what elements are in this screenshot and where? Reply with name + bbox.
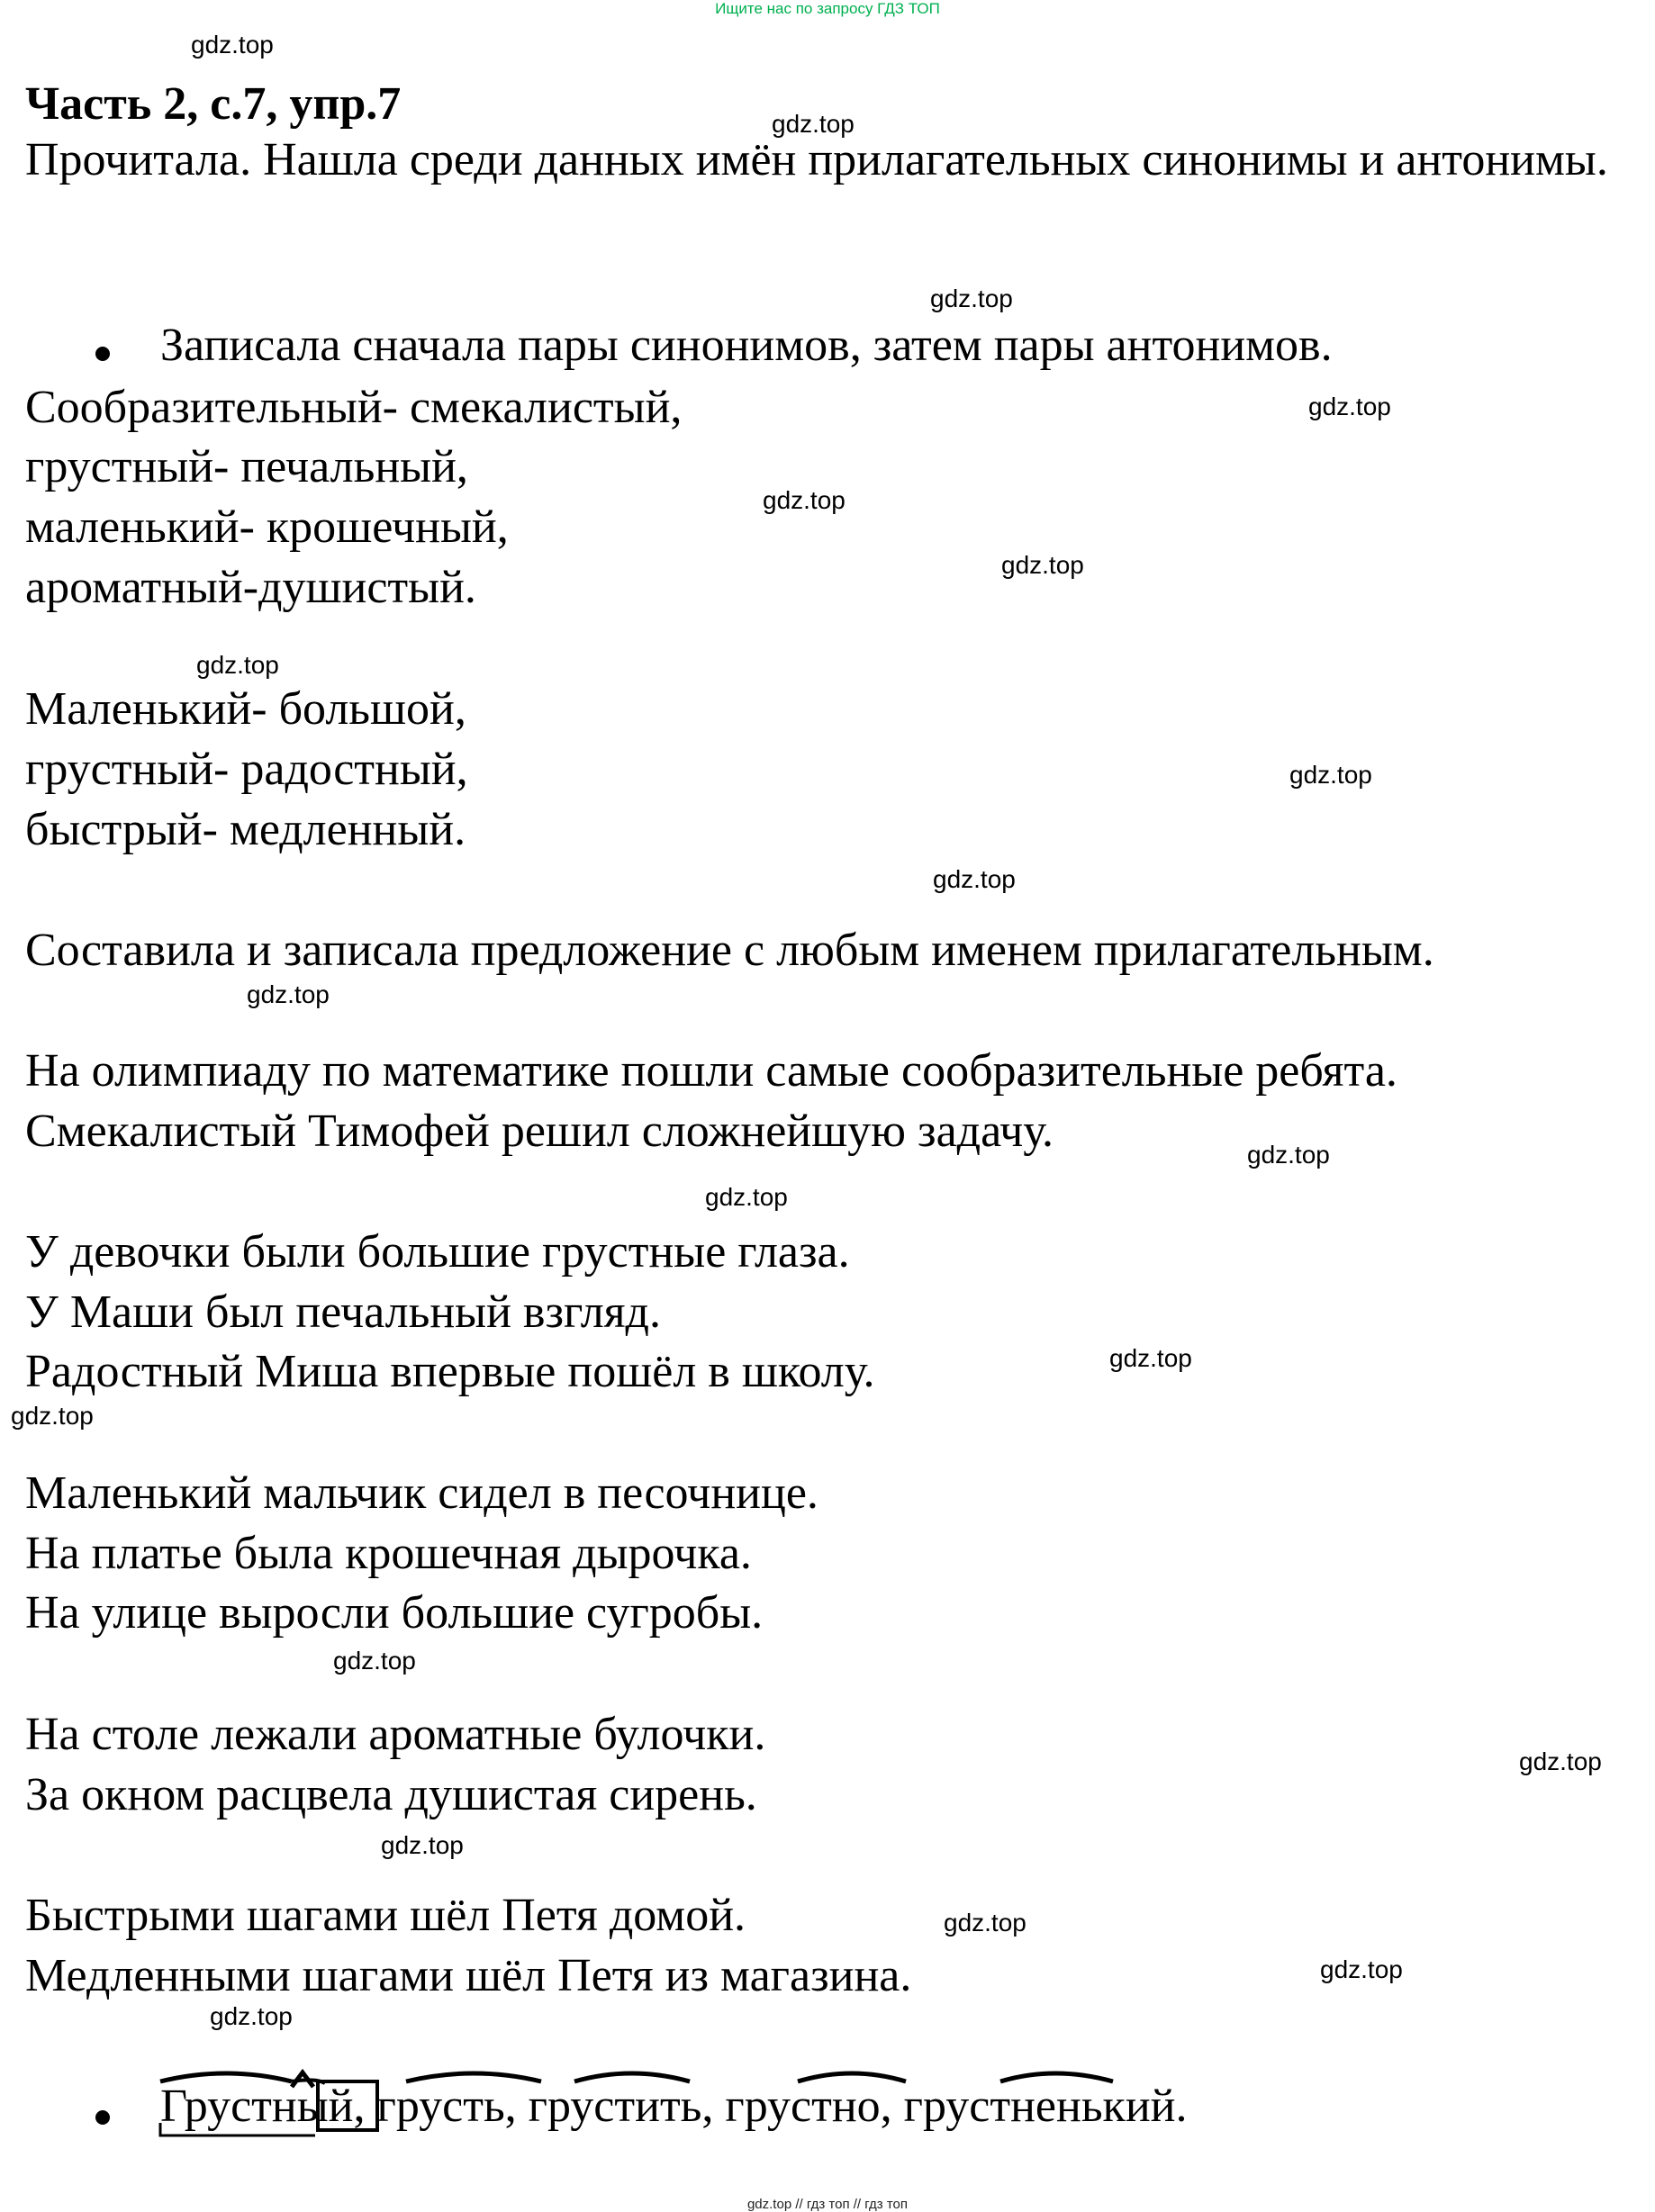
synonym-pair: ароматный-душистый. — [25, 562, 476, 613]
watermark: gdz.top — [944, 1909, 1026, 1937]
watermark: gdz.top — [1001, 551, 1084, 579]
watermark: gdz.top — [933, 865, 1016, 893]
top-banner[interactable]: Ищите нас по запросу ГДЗ ТОП — [715, 0, 940, 17]
footer-links[interactable]: gdz.top // гдз топ // гдз топ — [746, 2197, 909, 2212]
sentence: За окном расцвела душистая сирень. — [25, 1769, 757, 1820]
sentence: На олимпиаду по математике пошли самые сообразительные ребята. — [25, 1045, 1397, 1097]
sentence: Смекалистый Тимофей решил сложнейшую задачу. — [25, 1106, 1054, 1157]
watermark: gdz.top — [763, 486, 846, 514]
synonym-pair: Сообразительный- смекалистый, — [25, 382, 683, 433]
watermark: gdz.top — [191, 31, 274, 59]
watermark: gdz.top — [1308, 393, 1391, 420]
sentence: Радостный Миша впервые пошёл в школу. — [25, 1346, 875, 1397]
synonym-pair: маленький- крошечный, — [25, 501, 509, 553]
watermark: gdz.top — [1289, 761, 1372, 789]
sentence: У девочки были большие грустные глаза. — [25, 1226, 850, 1278]
intro-paragraph: Прочитала. Нашла среди данных имён прилагательных синонимы и антонимы. — [25, 134, 1608, 185]
morpheme-analysis — [158, 2062, 1329, 2152]
sentence: Быстрыми шагами шёл Петя домой. — [25, 1890, 746, 1941]
watermark: gdz.top — [247, 980, 330, 1008]
morpheme-line — [160, 2080, 1187, 2134]
watermark: gdz.top — [1519, 1747, 1602, 1775]
sentence: На столе лежали ароматные булочки. — [25, 1709, 766, 1760]
watermark: gdz.top — [210, 2002, 293, 2030]
sentence: На улице выросли большие сугробы. — [25, 1587, 764, 1639]
antonym-pair: быстрый- медленный. — [25, 804, 466, 855]
watermark: gdz.top — [196, 651, 279, 679]
watermark: gdz.top — [381, 1831, 464, 1859]
watermark: gdz.top — [333, 1647, 416, 1675]
watermark: gdz.top — [772, 110, 855, 138]
bullet-text: Записала сначала пары синонимов, затем пары антонимов. — [160, 320, 1333, 371]
watermark: gdz.top — [1320, 1955, 1403, 1983]
sentence: На платье была крошечная дырочка. — [25, 1528, 752, 1579]
watermark: gdz.top — [1109, 1344, 1192, 1372]
antonym-pair: Маленький- большой, — [25, 683, 466, 735]
word-ending: ый — [296, 2081, 354, 2132]
related-words: , грусть, грустить, грустно, грустненький. — [353, 2081, 1188, 2132]
sentence: У Маши был печальный взгляд. — [25, 1287, 662, 1338]
watermark: gdz.top — [11, 1402, 94, 1430]
sentence: Медленными шагами шёл Петя из магазина. — [25, 1950, 912, 2001]
word-stem: Грустн — [160, 2081, 297, 2132]
page-title: Часть 2, с.7, упр.7 — [25, 78, 402, 130]
task-text: Составила и записала предложение с любым именем прилагательным. — [25, 925, 1434, 976]
sentence: Маленький мальчик сидел в песочнице. — [25, 1467, 818, 1519]
bullet-icon — [95, 347, 110, 361]
synonym-pair: грустный- печальный, — [25, 441, 468, 492]
antonym-pair: грустный- радостный, — [25, 744, 468, 795]
watermark: gdz.top — [1247, 1141, 1330, 1169]
bullet-icon — [95, 2110, 110, 2125]
watermark: gdz.top — [930, 284, 1013, 312]
watermark: gdz.top — [705, 1183, 788, 1211]
